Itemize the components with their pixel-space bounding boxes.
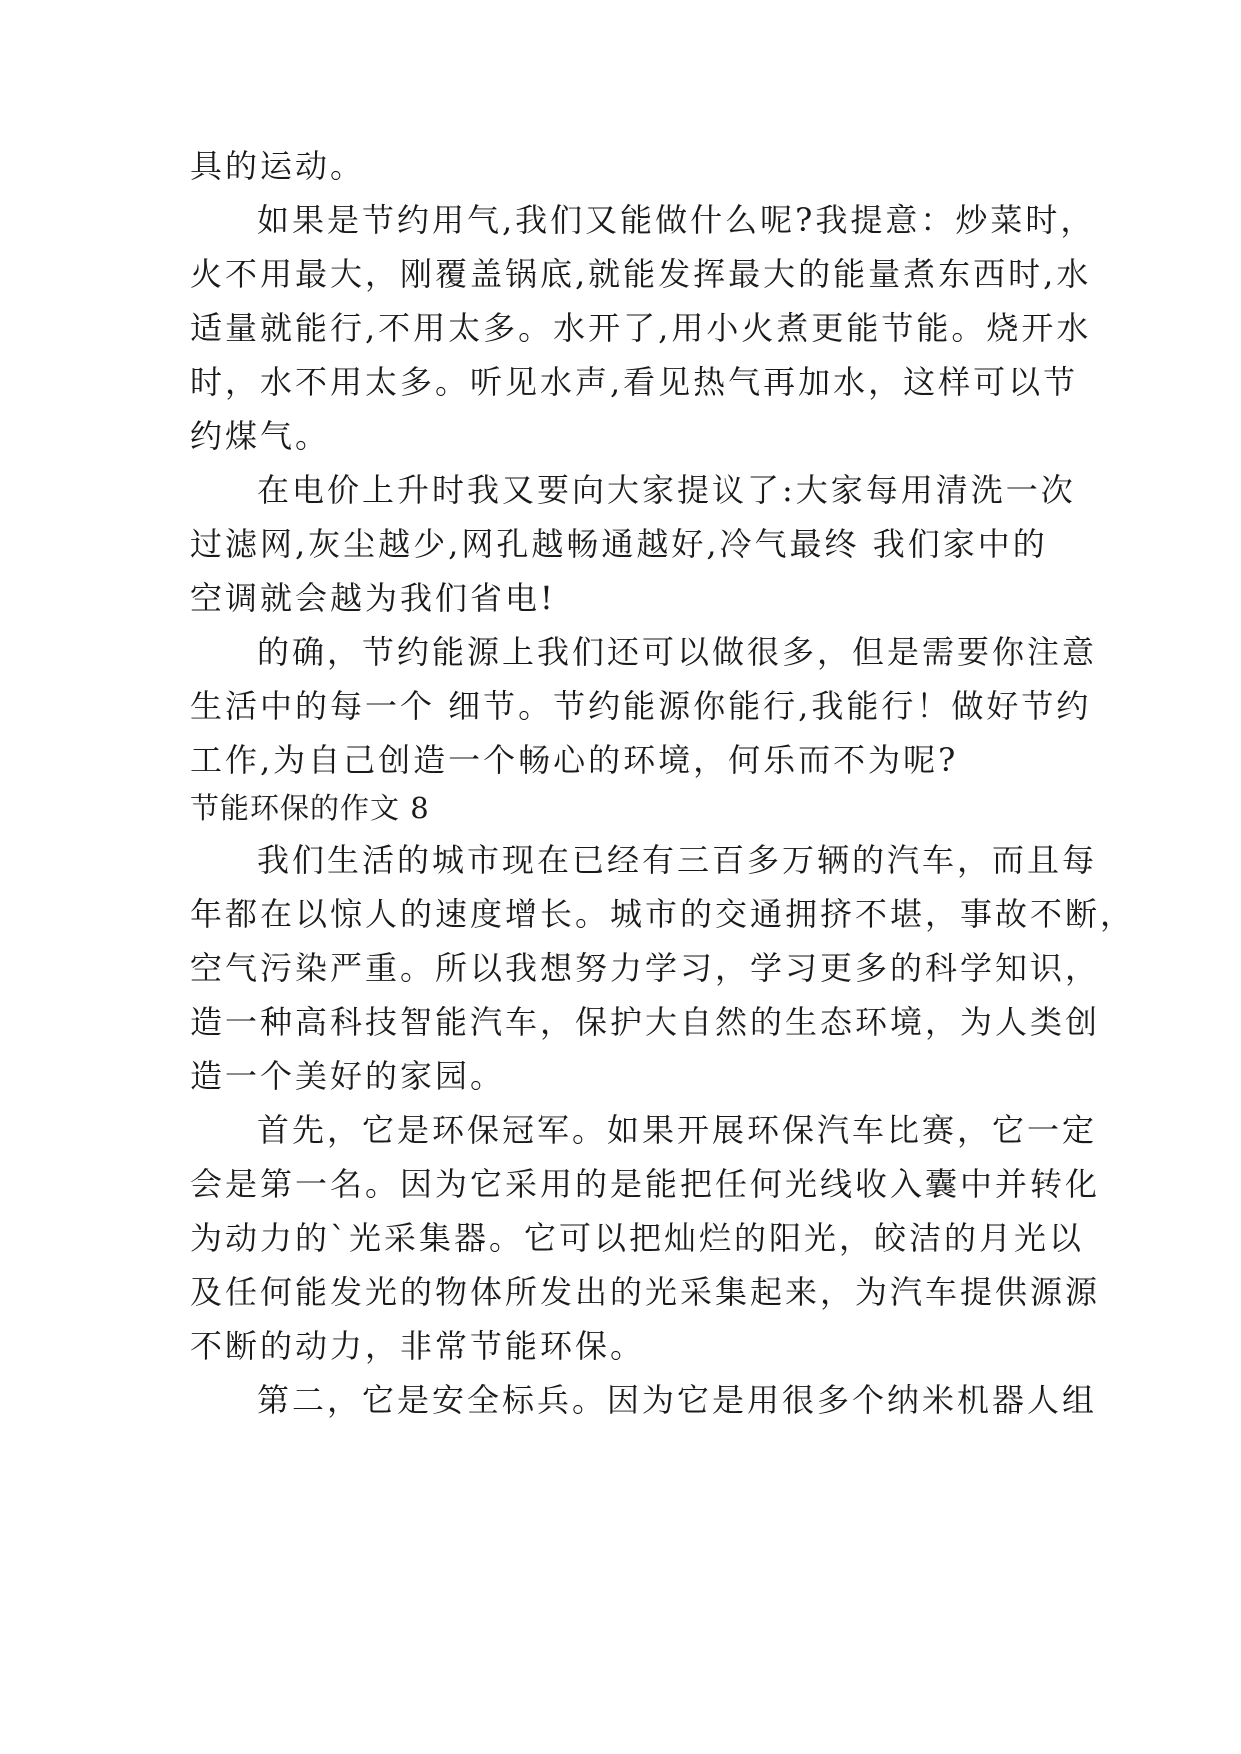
- paragraph-start-line: 的确，节约能源上我们还可以做很多，但是需要你注意: [257, 633, 1098, 671]
- text-line: 火不用最大，刚覆盖锅底,就能发挥最大的能量煮东西时,水: [190, 255, 1092, 293]
- text-line: 过滤网,灰尘越少,网孔越畅通越好,冷气最终 我们家中的: [190, 525, 1048, 563]
- section-heading: 节能环保的作文 8: [190, 791, 430, 825]
- text-line: 空调就会越为我们省电!: [190, 579, 556, 617]
- paragraph-start-line: 第二，它是安全标兵。因为它是用很多个纳米机器人组: [257, 1381, 1098, 1419]
- text-line: 空气污染严重。所以我想努力学习，学习更多的科学知识，: [190, 949, 1101, 987]
- paragraph-start-line: 如果是节约用气,我们又能做什么呢?我提意：炒菜时，: [257, 201, 1096, 239]
- text-line: 不断的动力，非常节能环保。: [190, 1327, 646, 1365]
- text-line: 生活中的每一个 细节。节约能源你能行,我能行！做好节约: [190, 687, 1092, 725]
- paragraph-start-line: 首先，它是环保冠军。如果开展环保汽车比赛，它一定: [257, 1111, 1098, 1149]
- text-line: 工作,为自己创造一个畅心的环境，何乐而不为呢?: [190, 741, 959, 779]
- text-line: 造一个美好的家园。: [190, 1057, 506, 1095]
- text-line: 及任何能发光的物体所发出的光采集起来，为汽车提供源源: [190, 1273, 1101, 1311]
- text-line: 为动力的`光采集器。它可以把灿烂的阳光，皎洁的月光以: [190, 1219, 1085, 1257]
- text-line: 适量就能行,不用太多。水开了,用小火煮更能节能。烧开水: [190, 309, 1092, 347]
- text-line: 年都在以惊人的速度增长。城市的交通拥挤不堪，事故不断，: [190, 895, 1136, 933]
- text-line: 具的运动。: [190, 147, 366, 185]
- text-line: 会是第一名。因为它采用的是能把任何光线收入囊中并转化: [190, 1165, 1101, 1203]
- text-line: 约煤气。: [190, 417, 331, 455]
- text-line: 时，水不用太多。听见水声,看见热气再加水，这样可以节: [190, 363, 1079, 401]
- text-line: 造一种高科技智能汽车，保护大自然的生态环境，为人类创: [190, 1003, 1101, 1041]
- paragraph-start-line: 在电价上升时我又要向大家提议了:大家每用清洗一次: [257, 471, 1076, 509]
- paragraph-start-line: 我们生活的城市现在已经有三百多万辆的汽车，而且每: [257, 841, 1098, 879]
